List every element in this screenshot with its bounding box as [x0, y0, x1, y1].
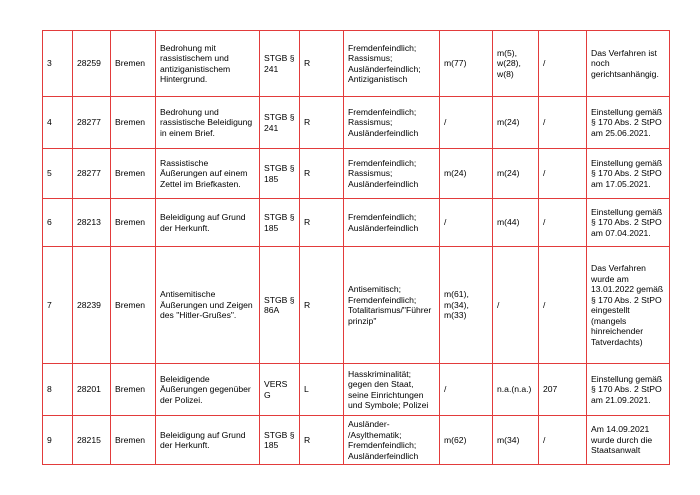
- suspects: m(24): [493, 149, 539, 199]
- legal-norm: STGB § 241: [260, 97, 300, 149]
- topic-field: Ausländer- /Asylthematik; Fremdenfeindlich; Ausländerfeindlich: [344, 416, 440, 465]
- offense-description: Antisemitische Äußerungen und Zeigen des "Hitler-Grußes".: [156, 247, 260, 364]
- arrests: /: [539, 247, 587, 364]
- city: Bremen: [111, 199, 156, 247]
- legal-norm: STGB § 185: [260, 199, 300, 247]
- offense-description: Rassistische Äußerungen auf einem Zettel im Briefkasten.: [156, 149, 260, 199]
- victims: /: [440, 199, 493, 247]
- victims: m(61), m(34), m(33): [440, 247, 493, 364]
- phenomenon-area: R: [300, 31, 344, 97]
- table-row: [43, 364, 670, 416]
- victims: m(77): [440, 31, 493, 97]
- remark: Einstellung gemäß § 170 Abs. 2 StPO am 17.05.2021.: [587, 149, 670, 199]
- legal-norm: STGB § 185: [260, 149, 300, 199]
- table-row: [43, 247, 670, 364]
- offense-description: Beleidigung auf Grund der Herkunft.: [156, 416, 260, 465]
- city: Bremen: [111, 416, 156, 465]
- table-row: [43, 31, 670, 97]
- table-row: [43, 416, 670, 465]
- suspects: m(24): [493, 97, 539, 149]
- offense-description: Bedrohung mit rassistischem und antiziganistischem Hintergrund.: [156, 31, 260, 97]
- row-number: 4: [43, 97, 73, 149]
- topic-field: Fremdenfeindlich; Rassismus; Ausländerfeindlich: [344, 149, 440, 199]
- phenomenon-area: L: [300, 364, 344, 416]
- suspects: /: [493, 247, 539, 364]
- arrests: /: [539, 149, 587, 199]
- postal-code: 28277: [73, 149, 111, 199]
- victims: /: [440, 364, 493, 416]
- suspects: n.a.(n.a.): [493, 364, 539, 416]
- arrests: /: [539, 199, 587, 247]
- victims: /: [440, 97, 493, 149]
- topic-field: Antisemitisch; Fremdenfeindlich; Totalitarismus/"Führer prinzip": [344, 247, 440, 364]
- remark: Einstellung gemäß § 170 Abs. 2 StPO am 25.06.2021.: [587, 97, 670, 149]
- suspects: m(5), w(28), w(8): [493, 31, 539, 97]
- postal-code: 28259: [73, 31, 111, 97]
- postal-code: 28215: [73, 416, 111, 465]
- victims: m(62): [440, 416, 493, 465]
- suspects: m(34): [493, 416, 539, 465]
- phenomenon-area: R: [300, 247, 344, 364]
- topic-field: Fremdenfeindlich; Ausländerfeindlich: [344, 199, 440, 247]
- offense-description: Beleidigende Äußerungen gegenüber der Polizei.: [156, 364, 260, 416]
- postal-code: 28201: [73, 364, 111, 416]
- city: Bremen: [111, 247, 156, 364]
- row-number: 3: [43, 31, 73, 97]
- row-number: 8: [43, 364, 73, 416]
- postal-code: 28239: [73, 247, 111, 364]
- phenomenon-area: R: [300, 149, 344, 199]
- legal-norm: STGB § 185: [260, 416, 300, 465]
- row-number: 6: [43, 199, 73, 247]
- topic-field: Hasskriminalität; gegen den Staat, seine Einrichtungen und Symbole; Polizei: [344, 364, 440, 416]
- arrests: /: [539, 416, 587, 465]
- victims: m(24): [440, 149, 493, 199]
- city: Bremen: [111, 364, 156, 416]
- arrests: /: [539, 31, 587, 97]
- suspects: m(44): [493, 199, 539, 247]
- offense-description: Beleidigung auf Grund der Herkunft.: [156, 199, 260, 247]
- arrests: 207: [539, 364, 587, 416]
- city: Bremen: [111, 31, 156, 97]
- remark: Am 14.09.2021 wurde durch die Staatsanwalt: [587, 416, 670, 465]
- arrests: /: [539, 97, 587, 149]
- postal-code: 28213: [73, 199, 111, 247]
- city: Bremen: [111, 149, 156, 199]
- topic-field: Fremdenfeindlich; Rassismus; Ausländerfeindlich; Antiziganistisch: [344, 31, 440, 97]
- phenomenon-area: R: [300, 199, 344, 247]
- row-number: 5: [43, 149, 73, 199]
- legal-norm: VERS G: [260, 364, 300, 416]
- remark: Einstellung gemäß § 170 Abs. 2 StPO am 21.09.2021.: [587, 364, 670, 416]
- legal-norm: STGB § 86A: [260, 247, 300, 364]
- table-row: [43, 97, 670, 149]
- city: Bremen: [111, 97, 156, 149]
- phenomenon-area: R: [300, 97, 344, 149]
- offense-description: Bedrohung und rassistische Beleidigung in einem Brief.: [156, 97, 260, 149]
- row-number: 7: [43, 247, 73, 364]
- remark: Das Verfahren ist noch gerichtsanhängig.: [587, 31, 670, 97]
- topic-field: Fremdenfeindlich; Rassismus; Ausländerfeindlich: [344, 97, 440, 149]
- incident-table: [42, 30, 670, 465]
- table-row: [43, 199, 670, 247]
- remark: Einstellung gemäß § 170 Abs. 2 StPO am 07.04.2021.: [587, 199, 670, 247]
- row-number: 9: [43, 416, 73, 465]
- table-row: [43, 149, 670, 199]
- legal-norm: STGB § 241: [260, 31, 300, 97]
- remark: Das Verfahren wurde am 13.01.2022 gemäß § 170 Abs. 2 StPO eingestellt (mangels hinreichender Tatverdachts): [587, 247, 670, 364]
- phenomenon-area: R: [300, 416, 344, 465]
- postal-code: 28277: [73, 97, 111, 149]
